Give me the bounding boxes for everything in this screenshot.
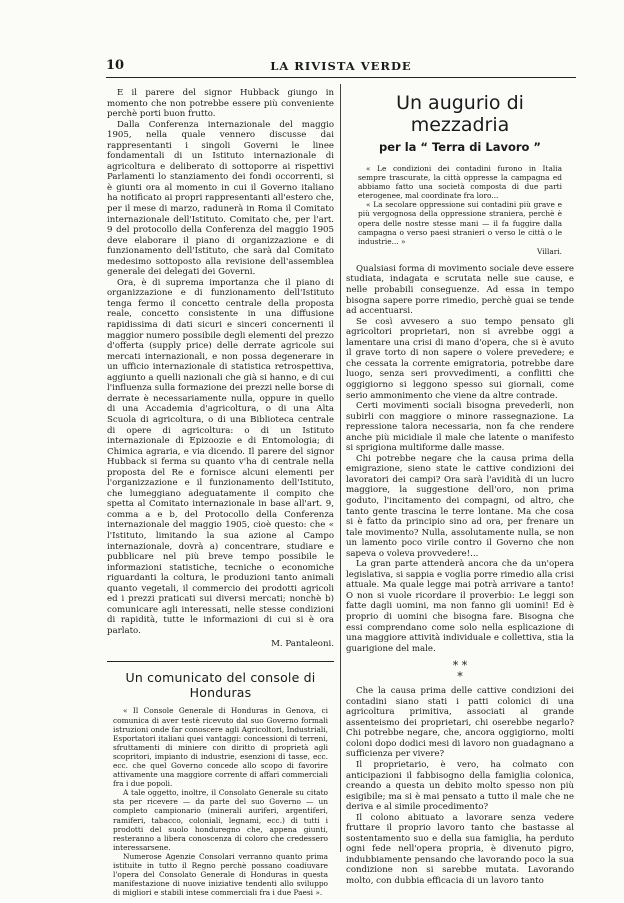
paragraph: La gran parte attenderà ancora che da un'opera legislativa, si sappia e voglia porre rimedio alla crisi attuale. Ma quale legge mai potrà arrivare a tanto! O non si vuole ricordare il proverbio: Le leggi son fatte dagli uomini, ma non fanno gli uomini! Ed è proprio di uomini che bisogna fare. Bisogna che essi comprendano come solo nella esplicazione di una maggiore attività individuale e collettiva, stia la guarigione del male. [346,559,574,654]
page-number: 10 [106,58,125,73]
paragraph: Certi movimenti sociali bisogna prevederli, non subirli con maggiore o minore rassegnazione. La repressione talora necessaria, non fa che rendere anche più micidiale il male che latente o manifesto si sprigiona multiforme dalle masse. [346,401,574,454]
section-separator: * * * [452,659,468,684]
consul-communique [107,706,334,897]
header-rule [106,77,576,78]
column-divider [340,84,341,852]
left-column [107,88,334,903]
epigraph-paragraph: « La secolare oppressione sui contadini più grave e più vergognosa della oppressione straniera, perchè è opera delle nostre stesse mani — il fa fuggire dalla campagna o verso paesi stranieri o verso le città o le industrie... » [358,200,562,246]
journal-title: LA RIVISTA VERDE [270,59,412,73]
epigraph-paragraph: « Le condizioni dei contadini furono in Italia sempre trascurate, la città oppresse la campagna ed abbiamo fatto una società composta di due parti eterogenee, mal coordinate fra loro... [358,164,562,201]
paragraph: Chi potrebbe negare che la causa prima della emigrazione, sieno state le cattive condizioni dei lavoratori dei campi? Ora sarà l'avidità di un lucro maggiore, la suggestione dell'oro, non prima goduto, l'incitamento dei compagni, od altro, che tanto gente trascina le terre lontane. Ma che cosa si è fatto da principio sino ad ora, per frenare un tale movimento? Nulla, assolutamente nulla, se non un lamento poco virile contro il Governo che non sapeva o voleva provvedere!... [346,453,574,559]
paragraph: Il colono abituato a lavorare senza vedere fruttare il proprio lavoro tanto che bastasse al sostentamento suo e della sua famiglia, ha perduto ogni fede nell'opera propria, è divenuto pigro, indubbiamente pensando che lavorando poco la sua condizione non si sarebbe mutata. Lavorando molto, con dubbia efficacia di un lavoro tanto [346,812,574,887]
quote-paragraph: « Il Console Generale di Honduras in Genova, ci comunica di aver testè ricevuto dal suo Governo formali istruzioni onde far conoscere agli Agricoltori, Industriali, Esportatori italiani quei vantaggi: concessioni di terreni, sfruttamenti di miniere con diritto di proprietà agli scopritori, impianto di industrie, esenzioni di tasse, ecc. ecc. che quel Governo concede allo scopo di favorire attivamente una maggiore corrente di affari commerciali fra i due popoli. [113,706,328,789]
article-subtitle: per la “ Terra di Lavoro ” [379,140,541,154]
right-column [346,88,574,887]
running-header [106,58,576,76]
paragraph: Ora, è di suprema importanza che il piano di organizzazione e di funzionamento dell'Istituto tenga fermo il concetto centrale della proposta reale, concetto consistente in una diffusione rapidissima di dati sicuri e sinceri concernenti il maggior numero possibile degli elementi del prezzo d'offerta (supply price) delle derrate agricole sui mercati internazionali, e non possa degenerare in un ufficio internazionale di statistica retrospettiva, aggiunto a quelli nazionali che già si hanno, e di cui l'influenza sulla formazione dei prezzi nelle borse di derrate è necessariamente nulla, oppure in quello di una Accademia d'agricoltura, o di una Alta Scuola di agricoltura, o di una Biblioteca centrale di opere di agricoltura: o di un Istituto internazionale di Epizoozie e di Entomologia; di Chimica agraria, e via dicendo. Il parere del signor Hubback si ferma su quanto v'ha di centrale nella proposta del Re e fornisce alcuni elementi per l'organizzazione e il funzionamento dell'Istituto, che lumeggiano adeguatamente il compito che spetta al Comitato internazionale in base all'art. 9, comma a e b, del Protocollo della Conferenza internazionale del maggio 1905, cioè questo: che « l'Istituto, limitando la sua azione al Campo internazionale, dovrà a) concentrare, studiare e pubblicare nel più breve tempo possibile le informazioni statistiche, tecniche o economiche riguardanti la coltura, le produzioni tanto animali quanto vegetali, il commercio dei prodotti agricoli ed i prezzi praticati sui diversi mercati; nonchè b) comunicare agli interessati, nelle stesse condizioni di rapidità, tutte le informazioni di cui si è ora parlato. [107,277,334,636]
paragraph: Se così avvesero a suo tempo pensato gli agricoltori proprietari, non si avrebbe oggi a lamentare una crisi di mano d'opera, che si è avuto il grave torto di non sapere o volere prevedere; e che cessata la corrente emigratoria, potrebbe dare luogo, senza seri provvedimenti, a conflitti che oggigiorno si leggono spesso sui giornali, come serio ammonimento che viene da altre contrade. [346,316,574,401]
section-title: Un comunicato del console di Honduras [107,661,334,700]
paragraph: Che la causa prima delle cattive condizioni dei contadini siano stati i patti colonici di una agricoltura primitiva, associati al grande assenteismo dei proprietari, chi oserebbe negarlo? Chi potrebbe negare, che, ancora oggigiorno, molti coloni dopo dodici mesi di lavoro non guadagnano a sufficienza per vivere? [346,686,574,760]
article-title: Un augurio di mezzadria [396,92,524,136]
epigraph-signature: Villari. [537,246,562,256]
quote-paragraph: Numerose Agenzie Consolari verranno quanto prima istituite in tutto il Regno perchè possano coadiuvare l'opera del Consolato Generale di Honduras in questa manifestazione di nuove iniziative tendenti allo sviluppo di migliori e stabili intese commerciali fra i due Paesi ». [113,851,328,898]
paragraph: Il proprietario, è vero, ha colmato con anticipazioni il fabbisogno della famiglia colonica, creando a questa un debito molto spesso non più esigibile; ma si è mai pensato a tutto il male che ne deriva e al simile procedimento? [346,760,574,813]
author-signature: M. Pantaleoni. [271,639,334,650]
paragraph: Dalla Conferenza internazionale del maggio 1905, nella quale vennero discusse dai rappresentanti i singoli Governi le linee fondamentali di un Istituto internazionale di agricoltura e deliberato di sottoporre ai rispettivi Parlamenti lo stanziamento dei fondi occorrenti, si è giunti ora al momento in cui il Governo italiano ha notificato ai propri rappresentanti all'estero che, per il mese di marzo, radunerà in Roma il Comitato internazionale dell'Istituto. Comitato che, per l'art. 9 del protocollo della Conferenza del maggio 1905 deve elaborare il piano di organizzazione e di funzionamento dell'Istituto, che sarà dal Comitato medesimo sottoposto alla revisione dell'assemblea generale dei delegati dei Governi. [107,119,334,278]
paragraph: Qualsiasi forma di movimento sociale deve essere studiata, indagata e scrutata nelle sue cause, e nelle probabili conseguenze. Ad essa in tempo bisogna sapere porre rimedio, perchè guai se tende ad accentuarsi. [346,263,574,317]
paragraph: E il parere del signor Hubback giungo in momento che non potrebbe essere più conveniente perchè porti buon frutto. [107,88,334,120]
epigraph [346,164,574,256]
quote-paragraph: A tale oggetto, inoltre, il Consolato Generale su citato sta per ricevere — da parte del suo Governo — un completo campionario (minerali auriferi, argentiferi, ramiferi, tabacco, coloniali, legnami, ecc.) di tutti i prodotti del suolo honduregno che, appena giunti, resteranno a libera conoscenza di coloro che credessero interessarsene. [113,788,328,852]
